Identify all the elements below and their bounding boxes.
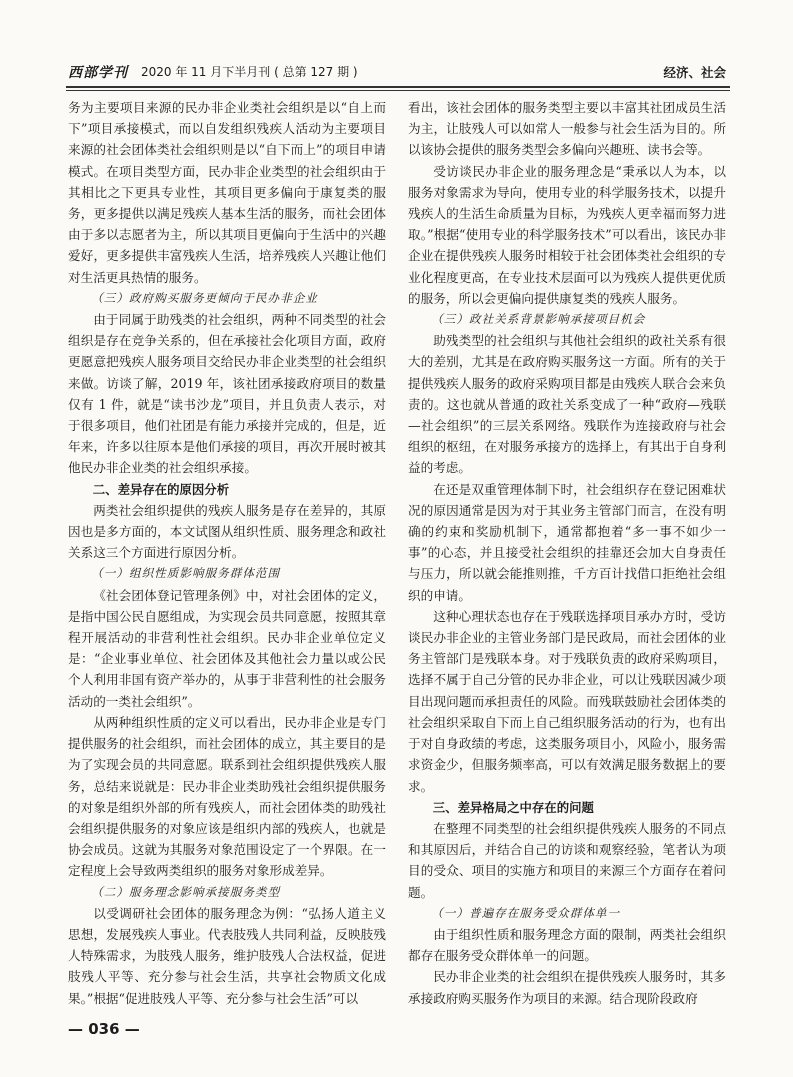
section-heading: 三、差异格局之中存在的问题 (432, 799, 594, 815)
paragraph: 这种心理状态也存在于残联选择项目承办方时，受访谈民办非企业的主管业务部门是民政局，而社会团体的业务主管部门是残联本身。对于残联负责的政府采购项目，选择不属于自己分管的民办非企业，可以让残联因减少项目出现问题而承担责任的风险。而残联鼓励社会团体类的社会组织采取自下而上自己组织服务活动的行为，也有出于对自身政绩的考虑，这类服务项目小，风险小，服务需求资金少，但服务频率高，可以有效满足服务数据上的要求。 (408, 608, 726, 794)
continued-paragraph: 务为主要项目来源的民办非企业类社会组织是以“自上而下”项目承接模式，而以自发组织残疾人活动为主要项目来源的社会团体类社会组织则是以“自下而上”的项目申请模式。在项目类型方面，民办非企业类型的社会组织由于其相比之下更具专业性，其项目更多偏向于康复类的服务，更多提供以满足残疾人基本生活的服务，而社会团体由于多以志愿者为主，所以其项目更偏向于生活中的兴趣爱好，更多提供丰富残疾人生活，培养残疾人兴趣让他们对生活更具热情的服务。 (68, 100, 386, 285)
subsection-heading: （一）组织性质影响服务群体范围 (91, 566, 281, 581)
section-label: 经济、社会 (663, 65, 726, 80)
subsection-heading: （二）服务理念影响承接服务类型 (91, 884, 281, 899)
paragraph: 由于组织性质和服务理念方面的限制，两类社会组织都存在服务受众群体单一的问题。 (408, 926, 726, 964)
paragraph: 两类社会组织提供的残疾人服务是存在差异的，其原因也是多方面的，本文试图从组织性质、服务理念和政社关系这三个方面进行原因分析。 (68, 502, 386, 561)
right-column (408, 97, 726, 1017)
paragraph: 由于同属于助残类的社会组织，两种不同类型的社会组织是存在竞争关系的，但在承接社会化项目方面，政府更愿意把残疾人服务项目交给民办非企业类型的社会组织来做。访谈了解，2019 年，该社团承接政府项目的数量仅有 1 件，就是“读书沙龙”项目，并且负责人表示，对于很多项目，他们社团是有能力承接并完成的，但是，近年来，许多以往原本是他们承接的项目，再次开展时被其他民办非企业类的社会组织承接。 (68, 312, 386, 476)
subsection-heading: （三）政社关系背景影响承接项目机会 (431, 312, 646, 327)
subsection-heading: （三）政府购买服务更倾向于民办非企业 (91, 290, 318, 305)
header-divider (66, 86, 730, 91)
paragraph: 以受调研社会团体的服务理念为例：“弘扬人道主义思想，发展残疾人事业。代表肢残人共同利益，反映肢残人特殊需求，为肢残人服务，维护肢残人合法权益，促进肢残人平等、充分参与社会生活，共享社会物质文化成果。”根据“促进肢残人平等、充分参与社会生活”可以 (68, 905, 386, 1006)
section-heading: 二、差异存在的原因分析 (92, 481, 230, 497)
paragraph: 受访谈民办非企业的服务理念是“秉承以人为本，以服务对象需求为导向，使用专业的科学服务技术，以提升残疾人的生活生命质量为目标，为残疾人更幸福而努力进取。”根据“使用专业的科学服务技术”可以看出，该民办非企业在提供残疾人服务时相较于社会团体类社会组织的专业化程度更高，在专业技术层面可以为残疾人提供更优质的服务，所以会更偏向提供康复类的残疾人服务。 (408, 163, 726, 306)
paragraph: 在还是双重管理体制下时，社会组织存在登记困难状况的原因通常是因为对于其业务主管部门而言，在没有明确的约束和奖励机制下，通常都抱着“多一事不如少一事”的心态，并且接受社会组织的挂靠还会加大自身责任与压力，所以就会能推则推，千方百计找借口拒绝社会组织的申请。 (408, 481, 726, 603)
issue-info: 2020 年 11 月下半月刊 ( 总第 127 期 ) (141, 65, 358, 79)
page-number: — 036 — (68, 1020, 140, 1038)
paragraph: 《社会团体登记管理条例》中，对社会团体的定义，是指中国公民自愿组成，为实现会员共同意愿，按照其章程开展活动的非营利性社会组织。民办非企业单位定义是：“企业事业单位、社会团体及其他社会力量以或公民个人利用非国有资产举办的，从事于非营利性的社会服务活动的一类社会组织”。 (68, 587, 386, 709)
paragraph: 民办非企业类的社会组织在提供残疾人服务时，其多承接政府购买服务作为项目的来源。结合现阶段政府 (408, 969, 726, 1006)
paragraph: 在整理不同类型的社会组织提供残疾人服务的不同点和其原因后，并结合自己的访谈和观察经验，笔者认为项目的受众、项目的实施方和项目的来源三个方面存在着问题。 (408, 820, 726, 900)
running-header (68, 62, 728, 84)
paragraph: 从两种组织性质的定义可以看出，民办非企业是专门提供服务的社会组织，而社会团体的成立，其主要目的是为了实现会员的共同意愿。联系到社会组织提供残疾人服务，总结来说就是：民办非企业类助残社会组织提供服务的对象是组织外部的所有残疾人，而社会团体类的助残社会组织提供服务的对象应该是组织内部的残疾人，也就是协会成员。这就为其服务对象范围设定了一个界限。在一定程度上会导致两类组织的服务对象形成差异。 (68, 714, 386, 879)
continued-paragraph: 看出，该社会团体的服务类型主要以丰富其社团成员生活为主，让肢残人可以如常人一般参与社会生活为目的。所以该协会提供的服务类型会多偏向兴趣班、读书会等。 (408, 100, 726, 158)
paragraph: 助残类型的社会组织与其他社会组织的政社关系有很大的差别，尤其是在政府购买服务这一方面。所有的关于提供残疾人服务的政府采购项目都是由残疾人联合会来负责的。这也就从普通的政社关系变成了一种“政府—残联—社会组织”的三层关系网络。残联作为连接政府与社会组织的枢纽，在对服务承接方的选择上，有其出于自身利益的考虑。 (408, 333, 726, 476)
subsection-heading: （一）普遍存在服务受众群体单一 (431, 905, 621, 920)
journal-logo: 西部学刊 (68, 65, 128, 81)
left-column (68, 97, 386, 1017)
